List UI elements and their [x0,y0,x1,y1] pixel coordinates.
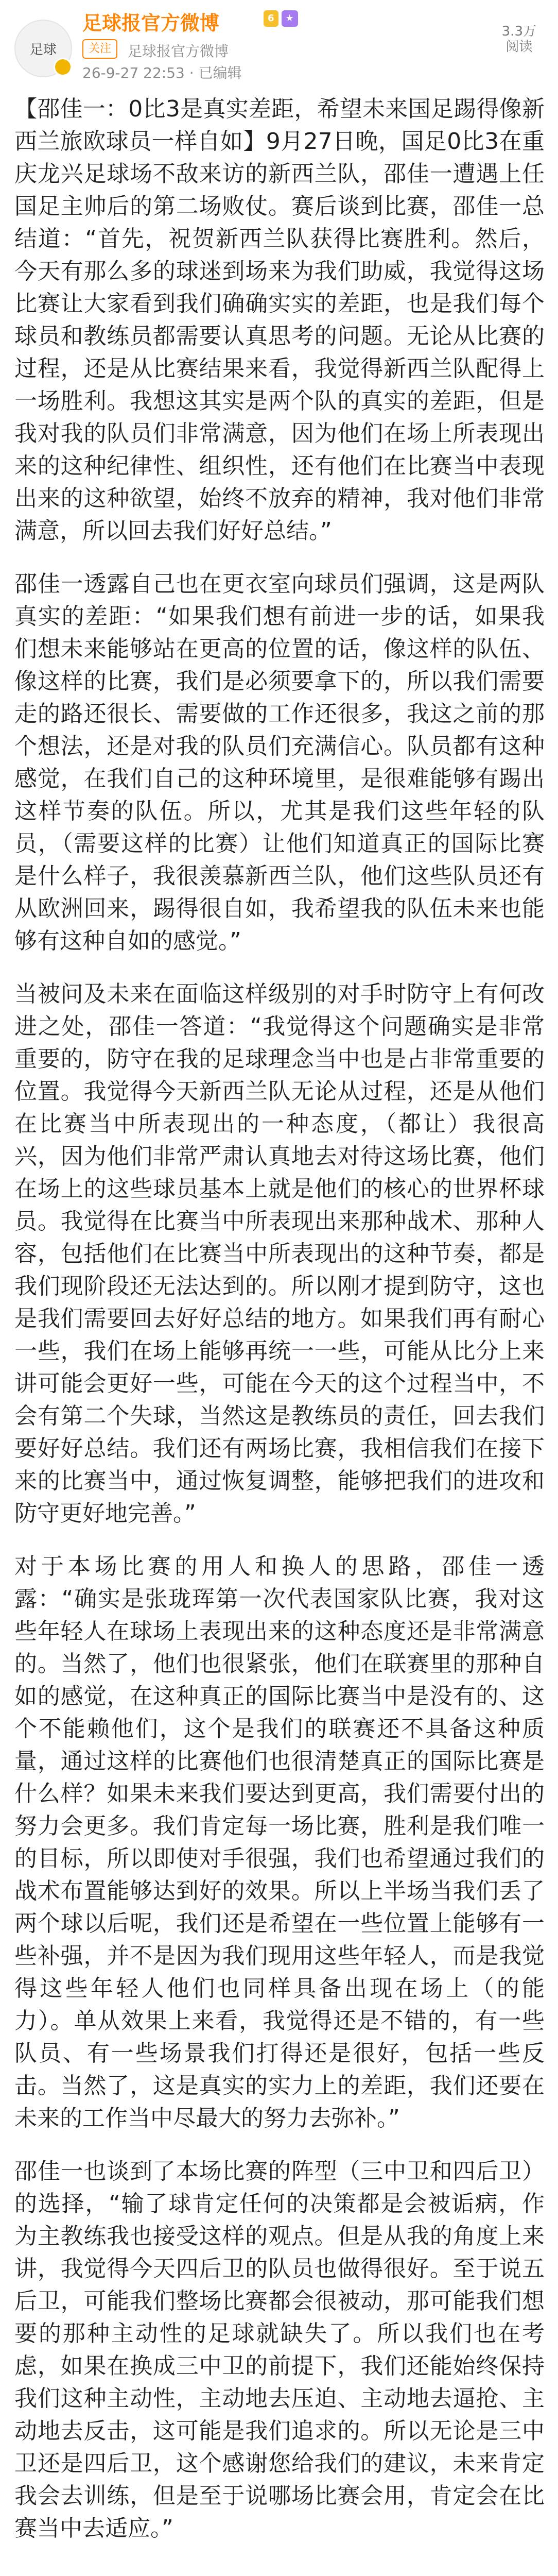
vip-badges [264,10,298,27]
read-count [502,24,536,55]
paragraph-locker-room: 邵佳一透露自己也在更衣室向球员们强调，这是两队真实的差距：“如果我们想有前进一步的话，如果我们想未来能够站在更高的位置的话，像这样的队伍、像这样的比赛，我们是必须要拿下的，所以我们需要走的路还很长、需要做的工作还很多，我这之前的那个想法，还是对我的队员们充满信心。队员都有这种感觉，在我们自己的这种环境里，是很难能够有踢出这样节奏的队伍。所以，尤其是我们这些年轻的队员，（需要这样的比赛）让他们知道真正的国际比赛是什么样子，我很羡慕新西兰队，他们这些队员还有从欧洲回来，踢得很自如，我希望我的队伍未来也能够有这种自如的感觉。” [14,571,545,954]
paragraph-defense: 当被问及未来在面临这样级别的对手时防守上有何改进之处，邵佳一答道：“我觉得这个问题确实是非常重要的，防守在我的足球理念当中也是占非常重要的位置。我觉得今天新西兰队无论从过程，还是从他们在比赛当中所表现出的一种态度，（都让）我很高兴，因为他们非常严肃认真地去对待这场比赛，他们在场上的这些球员基本上就是他们的核心的世界杯球员。我觉得在比赛当中所表现出来那种战术、那种人容，包括他们在比赛当中所表现出的这种节奏，都是我们现阶段还无法达到的。所以刚才提到防守，这也是我们需要回去好好总结的地方。如果我们再有耐心一些，我们在场上能够再统一一些，可能从比分上来讲可能会更好一些，可能在今天的这个过程当中，不会有第二个失球，当然这是教练员的责任，回去我们要好好总结。我们还有两场比赛，我相信我们在接下来的比赛当中，通过恢复调整，能够把我们的进攻和防守更好地完善。” [14,981,545,1527]
paragraph-formation: 邵佳一也谈到了本场比赛的阵型（三中卫和四后卫）的选择，“输了球肯定任何的决策都是会被诟病，作为主教练我也接受这样的观点。但是从我的角度上来讲，我觉得今天四后卫的队员也做得很好。至于说五后卫，可能我们整场比赛都会很被动，那可能我们想要的那种主动性的足球就缺失了。所以我们也在考虑，如果在换成三中卫的前提下，我们还能始终保持我们这种主动性，主动地去压迫、主动地去逼抢、主动地去反击，这可能是我们追求的。所以无论是三中卫还是四后卫，这个感谢您给我们的建议，未来肯定我会去训练，但是至于说哪场比赛会用，肯定会在比赛当中去适应。” [14,2158,545,2541]
post-header [0,0,558,93]
paragraph-lineup: 对于本场比赛的用人和换人的思路，邵佳一透露：“确实是张珑珲第一次代表国家队比赛，我对这些年轻人在球场上表现出来的这种态度还是非常满意的。当然了，他们也很紧张，他们在联赛里的那种自如的感觉，在这种真正的国际比赛当中是没有的、这个不能赖他们，这个是我们的联赛还不具备这种质量，通过这样的比赛他们也很清楚真正的国际比赛是什么样？如果未来我们要达到更高，我们需要付出的努力会更多。我们肯定每一场比赛，胜利是我们唯一的目标，所以即使对手很强，我们也希望通过我们的战术布置能够达到好的效果。所以上半场当我们丢了两个球以后呢，我们还是希望在一些位置上能够有一些补强，并不是因为我们现用这些年轻人，而是我觉得这些年轻人他们也同样具备出现在场上（的能力）。单从效果上来看，我觉得还是不错的，有一些队员、有一些场景我们打得还是很好，包括一些反击。当然了，这是真实的实力上的差距，我们还要在未来的工作当中尽最大的努力去弥补。” [14,1553,545,2131]
author-byline: 足球报官方微博 [128,43,229,60]
avatar-logo-text: 足球 [29,42,57,58]
level-badge-icon: 6 [264,10,278,27]
author-name[interactable]: 足球报官方微博 [82,12,220,35]
read-count-value: 3.3万 [501,24,536,39]
paragraph-intro: 【邵佳一：0比3是真实差距，希望未来国足踢得像新西兰旅欧球员一样自如】9月27日晚，国足0比3在重庆龙兴足球场不敌来访的新西兰队，邵佳一遭遇上任国足主帅后的第二场败仗。赛后谈到比赛，邵佳一总结道：“首先，祝贺新西兰队获得比赛胜利。然后，今天有那么多的球迷到场来为我们助威，我觉得这场比赛让大家看到我们确确实实的差距，也是我们每个球员和教练员都需要认真思考的问题。无论从比赛的过程，还是从比赛结果来看，我觉得新西兰队配得上一场胜利。我想这其实是两个队的真实的差距，但是我对我的队员们非常满意，因为他们在场上所表现出来的这种纪律性、组织性，还有他们在比赛当中表现出来的这种欲望，始终不放弃的精神，我对他们非常满意，所以回去我们好好总结。” [14,96,545,544]
star-badge-icon: ★ [282,10,298,27]
follow-button[interactable]: 关注 [82,39,117,59]
post-timestamp: 26-9-27 22:53 · 已编辑 [82,64,242,81]
verified-icon [54,58,72,76]
post-body [14,93,545,2565]
read-count-unit: 阅读 [505,39,533,55]
